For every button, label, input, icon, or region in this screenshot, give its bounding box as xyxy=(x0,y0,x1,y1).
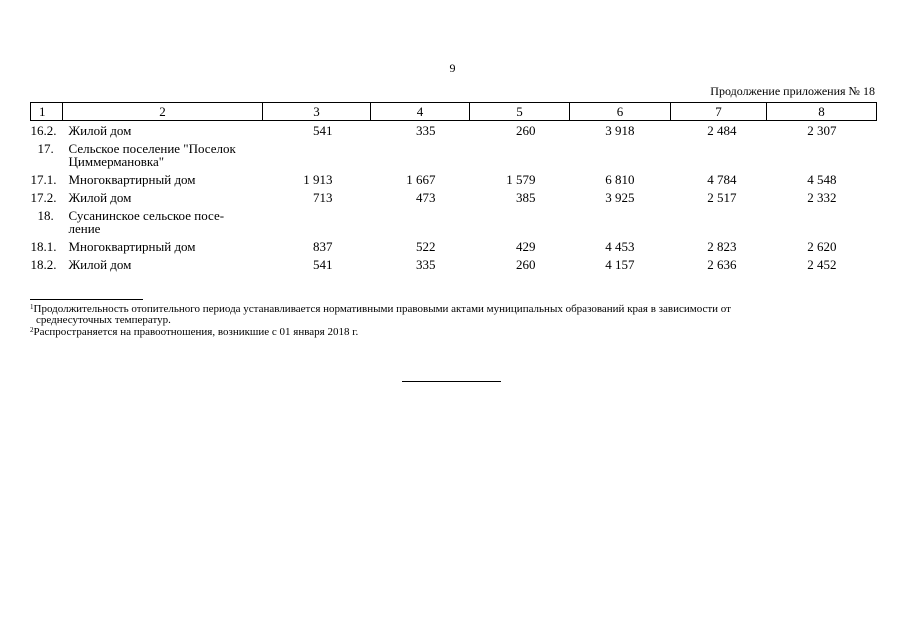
footnote-2 xyxy=(30,327,358,338)
cell-value: 4 157 xyxy=(605,257,635,272)
cell-value: 2 332 xyxy=(807,190,837,205)
footnote-mark: 2 xyxy=(30,326,34,334)
cell-value: 385 xyxy=(516,190,536,205)
table-header-row xyxy=(31,103,877,121)
cell-value: 2 620 xyxy=(807,239,837,254)
cell-value: 429 xyxy=(516,239,536,254)
row-name: Жилой дом xyxy=(68,257,132,272)
footnote-1 xyxy=(30,304,876,326)
footnote-separator xyxy=(30,299,143,300)
cell-value: 260 xyxy=(516,257,536,272)
cell-value: 2 636 xyxy=(707,257,737,272)
footnote-mark: 1 xyxy=(30,303,34,311)
appendix-label: Продолжение приложения № 18 xyxy=(710,84,875,98)
cell-value: 335 xyxy=(416,123,436,138)
header-cell: 1 xyxy=(31,103,63,121)
cell-value: 473 xyxy=(416,190,436,205)
cell-value: 541 xyxy=(313,257,333,272)
header-cell: 6 xyxy=(570,103,671,121)
row-code: 16.2. xyxy=(30,123,57,138)
table-row xyxy=(31,121,877,140)
row-name: Многоквартирный дом xyxy=(68,239,196,254)
table-row xyxy=(31,139,877,170)
row-code: 18. xyxy=(37,208,54,223)
table-row xyxy=(31,206,877,237)
cell-value: 1 913 xyxy=(303,172,333,187)
row-code: 17. xyxy=(37,141,54,156)
cell-value: 713 xyxy=(313,190,333,205)
header-cell: 3 xyxy=(263,103,371,121)
cell-value: 3 925 xyxy=(605,190,635,205)
cell-value: 2 823 xyxy=(707,239,737,254)
end-divider xyxy=(402,381,501,382)
header-cell: 8 xyxy=(767,103,877,121)
table-row xyxy=(31,237,877,255)
table-row xyxy=(31,188,877,206)
row-name: Жилой дом xyxy=(68,190,132,205)
cell-value: 2 484 xyxy=(707,123,737,138)
table-row xyxy=(31,255,877,273)
cell-value: 837 xyxy=(313,239,333,254)
cell-value: 4 548 xyxy=(807,172,837,187)
page-number: 9 xyxy=(449,61,456,75)
row-name: Жилой дом xyxy=(68,123,132,138)
footnote-text: Распространяется на правоотношения, возникшие с 01 января 2018 г. xyxy=(33,326,359,338)
row-code: 17.1. xyxy=(30,172,57,187)
data-table xyxy=(30,102,877,273)
cell-value: 4 784 xyxy=(707,172,737,187)
cell-value: 522 xyxy=(416,239,436,254)
cell-value: 1 579 xyxy=(506,172,536,187)
row-code: 18.1. xyxy=(30,239,57,254)
cell-value: 2 452 xyxy=(807,257,837,272)
row-name: Многоквартирный дом xyxy=(68,172,196,187)
cell-value: 3 918 xyxy=(605,123,635,138)
cell-value: 2 517 xyxy=(707,190,737,205)
row-name: Сельское поселение "Поселок Циммермановка" xyxy=(68,141,236,169)
header-cell: 7 xyxy=(671,103,767,121)
footnote-text: Продолжительность отопительного периода устанавливается нормативными правовыми актами муниципальных образований края в зависимости от xyxy=(33,303,731,315)
cell-value: 4 453 xyxy=(605,239,635,254)
row-code: 17.2. xyxy=(30,190,57,205)
cell-value: 260 xyxy=(516,123,536,138)
row-name: Сусанинское сельское посе- ление xyxy=(68,208,225,236)
cell-value: 335 xyxy=(416,257,436,272)
table-row xyxy=(31,170,877,188)
cell-value: 541 xyxy=(313,123,333,138)
header-cell: 2 xyxy=(63,103,263,121)
cell-value: 2 307 xyxy=(807,123,837,138)
footnote-text: среднесуточных температур. xyxy=(36,314,171,326)
cell-value: 6 810 xyxy=(605,172,635,187)
cell-value: 1 667 xyxy=(406,172,436,187)
row-code: 18.2. xyxy=(30,257,57,272)
header-cell: 5 xyxy=(470,103,570,121)
header-cell: 4 xyxy=(371,103,470,121)
